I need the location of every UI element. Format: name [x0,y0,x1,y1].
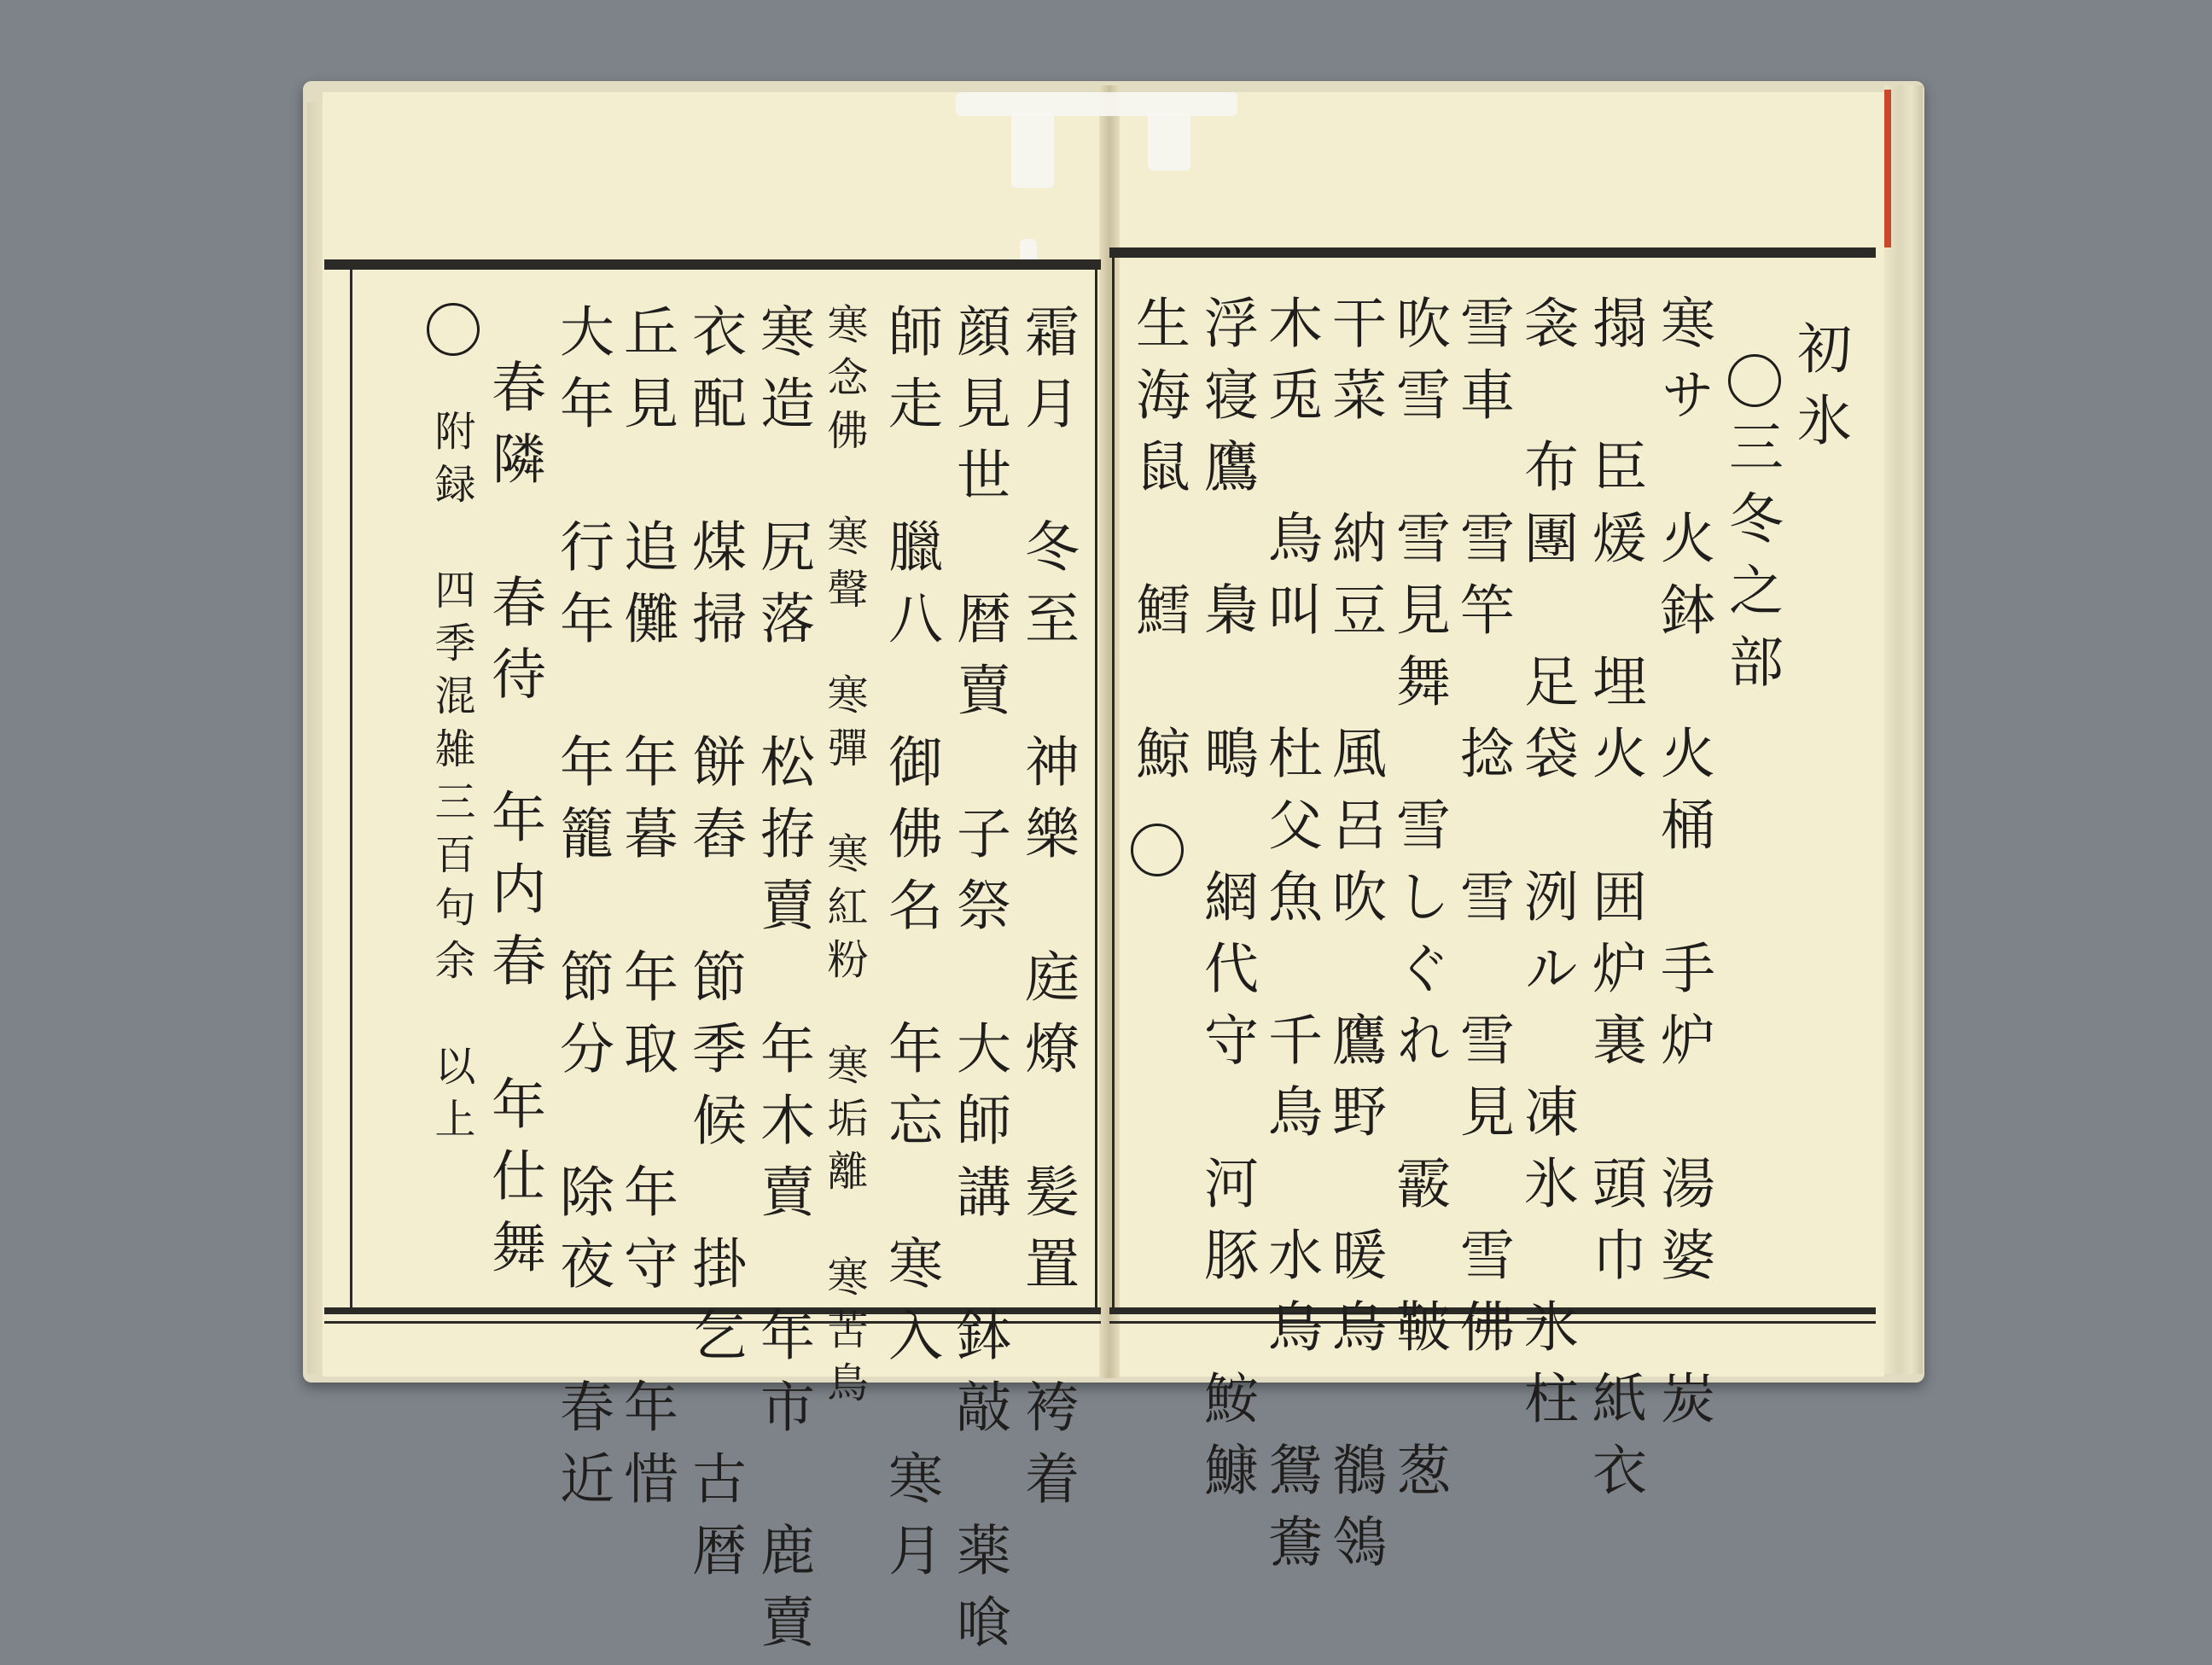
text-column: 大年 行年 年籠 節分 除夜 春近 [550,303,614,1522]
section-heading: 三冬之部 [1720,418,1783,705]
text-column: 顔見世 暦賣 子祭 大師講 鉢敲 薬喰 [947,303,1010,1665]
right-top-rule [1109,247,1876,258]
text-column: 衣配 煤掃 餅舂 節季候 掛乞 古暦 [683,303,746,1593]
text-column: 春隣 春待 年内春 年仕舞 [482,358,545,1290]
page-title: 初氷 [1788,320,1851,463]
appendix-circle-mark [427,303,480,356]
text-column: 生海鼠 鱈 鯨 [1126,294,1190,796]
text-column: 干菜 納豆 風呂吹 鷹野 暖鳥 鶺鴒 [1323,294,1386,1585]
text-column: 寒念佛 寒聲 寒彈 寒紅粉 寒垢離 寒苦鳥 [820,303,868,1414]
left-top-rule [324,259,1101,270]
appendix-column: 附録 四季混雑三百句余 以上 [428,410,475,1150]
page-stack-right [1884,85,1923,1374]
binding-thread-top [956,92,1237,116]
circle-mark [1131,824,1184,876]
text-column: 師走 臘八 御佛名 年忘 寒入 寒月 [879,303,942,1593]
text-column: 寒サ 火鉢 火桶 手炉 湯婆 炭 [1651,294,1714,1441]
section-circle-mark [1728,354,1781,407]
text-column: 丘見 追儺 年暮 年取 年守 年惜 [614,303,678,1522]
book-spine [1099,85,1120,1378]
binding-thread-knot-left [1011,111,1054,188]
text-column: 浮寝鷹 梟 鴫 網代守 河豚 鮟鱇 [1195,294,1258,1513]
text-column: 雪車 雪竿 捻 雪 雪見 雪佛 [1451,294,1514,1370]
left-page-gutter-line [1095,270,1097,1307]
text-column: 寒造 尻落 松拵賣 年木賣 年市 鹿賣 [751,303,814,1665]
left-page-border [350,270,352,1307]
text-column: 霜月 冬至 神樂 庭燎 髪置 袴着 [1016,303,1079,1522]
red-page-edge [1884,90,1891,247]
text-column: 木兎 鳥叫 杜父魚 千鳥 水鳥 鴛鴦 [1259,294,1322,1585]
text-column: 衾 布團 足袋 洌ル 凍氷 氷柱 [1515,294,1578,1441]
binding-thread-knot-right [1148,111,1190,171]
text-column: 吹雪 雪見舞 雪しぐれ 霰 鞁 葱 [1387,294,1450,1513]
right-page-gutter-line [1112,258,1115,1307]
text-column: 搨 臣煖 埋火 囲炉裏 頭巾 紙衣 [1583,294,1646,1513]
